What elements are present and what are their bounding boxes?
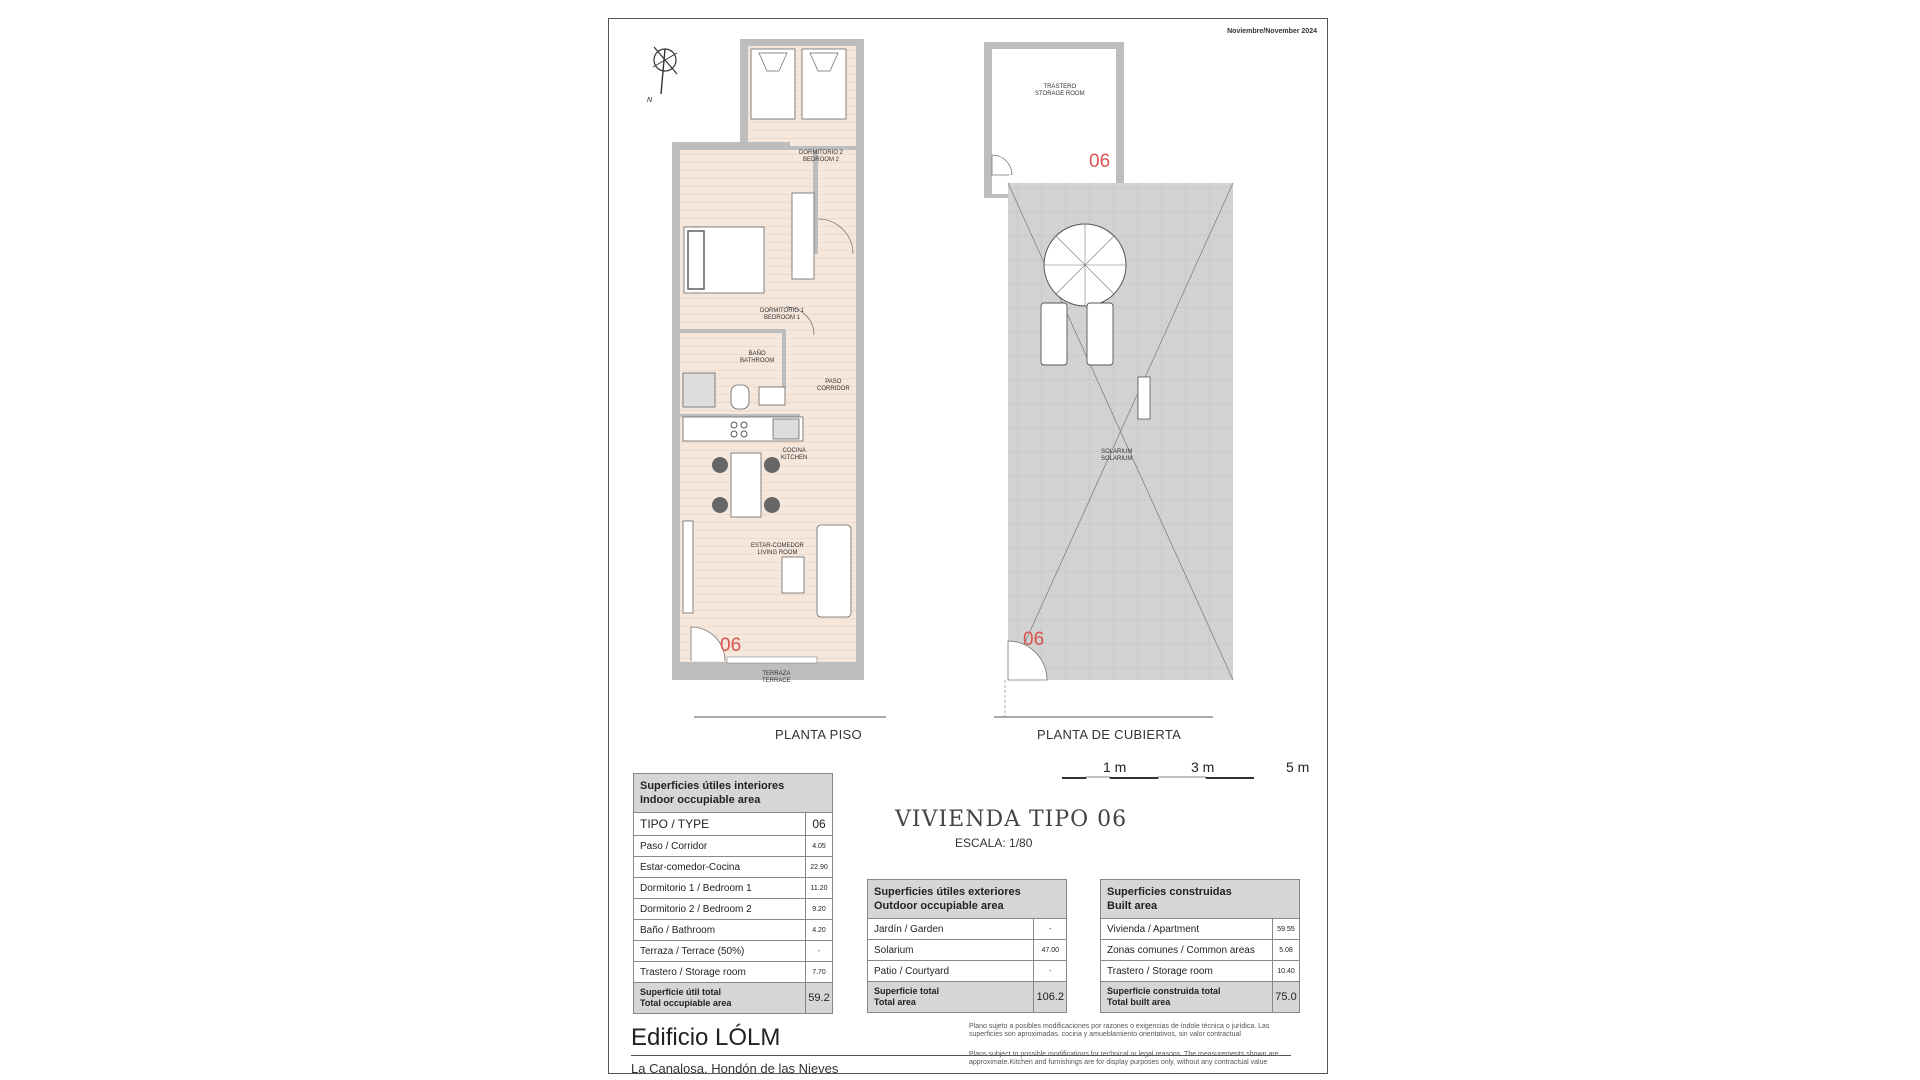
indoor-area-table	[633, 773, 833, 1014]
table-row: Patio / Courtyard -	[868, 961, 1067, 982]
built-area-table	[1100, 879, 1300, 1013]
table-row: Paso / Corridor 4.05	[634, 836, 833, 857]
north-arrow-icon	[653, 47, 677, 94]
indoor-table-heading: Superficies útiles interiores Indoor occupiable area	[634, 774, 833, 813]
table-row: Jardín / Garden -	[868, 919, 1067, 940]
outdoor-area-table	[867, 879, 1067, 1013]
table-row: Terraza / Terrace (50%) -	[634, 941, 833, 962]
scale-bar	[1062, 777, 1254, 779]
unit-title: VIVIENDA TIPO 06	[895, 807, 1128, 832]
floor-plan	[672, 39, 886, 717]
compass-label: N	[647, 97, 653, 104]
plan-label-floor: PLANTA PISO	[775, 727, 862, 742]
sheet-date: Noviembre/November 2024	[1227, 28, 1317, 35]
outdoor-total-value: 106.2	[1034, 982, 1067, 1013]
room-label-bedroom-2: DORMITORIO 2 BEDROOM 2	[799, 150, 843, 163]
room-label-bedroom-1: DORMITORIO 1 BEDROOM 1	[760, 308, 804, 321]
room-label-bathroom: BAÑO BATHROOM	[740, 351, 775, 364]
table-row: Estar-comedor-Cocina 22.90	[634, 857, 833, 878]
type-label: TIPO / TYPE	[634, 813, 806, 836]
disclaimer-es: Plano sujeto a posibles modificaciones por razones o exigencias de índole técnica o jurídica. Las superficies son aproximadas. cocina y amueblamiento orientativos, sin valor contractual	[969, 1023, 1270, 1038]
table-row: Zonas comunes / Common areas 5.08	[1101, 940, 1300, 961]
unit-tag-solarium: 06	[1023, 629, 1045, 650]
indoor-total-value: 59.2	[806, 983, 833, 1014]
built-total-label: Superficie construida total Total built area	[1101, 982, 1273, 1013]
built-total-value: 75.0	[1273, 982, 1300, 1013]
disclaimer-en: Plans subject to possible modifications for technical or legal reasons. The measurements shown are approximate.Kitchen and furnishings are for display purposes only, without any contractual value	[969, 1051, 1279, 1066]
unit-scale: ESCALA: 1/80	[955, 836, 1033, 850]
plan-label-roof: PLANTA DE CUBIERTA	[1037, 727, 1182, 742]
type-value: 06	[806, 813, 833, 836]
plans-drawing	[609, 19, 1327, 779]
table-row: Baño / Bathroom 4.20	[634, 920, 833, 941]
room-label-storage: TRASTERO STORAGE ROOM	[1035, 84, 1085, 97]
scale-label-3m: 3 m	[1191, 759, 1215, 775]
table-row: Trastero / Storage room 10.40	[1101, 961, 1300, 982]
table-row: Dormitorio 2 / Bedroom 2 9.20	[634, 899, 833, 920]
room-label-solarium: SOLARIUM SOLARIUM	[1101, 449, 1133, 462]
table-row: Dormitorio 1 / Bedroom 1 11.20	[634, 878, 833, 899]
built-table-heading: Superficies construidas Built area	[1101, 880, 1300, 919]
unit-tag-storage: 06	[1089, 151, 1111, 172]
floor-plan-sheet	[608, 18, 1328, 1074]
building-name: Edificio LÓLM	[631, 1024, 781, 1051]
outdoor-total-label: Superficie total Total area	[868, 982, 1034, 1013]
room-label-kitchen: COCINA KITCHEN	[781, 448, 808, 461]
indoor-total-label: Superficie útil total Total occupiable area	[634, 983, 806, 1014]
table-row: Trastero / Storage room 7.70	[634, 962, 833, 983]
room-label-corridor: PASO CORRIDOR	[817, 379, 850, 392]
table-row: Vivienda / Apartment 59.55	[1101, 919, 1300, 940]
room-label-living-room: ESTAR-COMEDOR LIVING ROOM	[751, 543, 804, 556]
table-row: Solarium 47.00	[868, 940, 1067, 961]
scale-label-5m: 5 m	[1286, 759, 1310, 775]
outdoor-table-heading: Superficies útiles exteriores Outdoor occupiable area	[868, 880, 1067, 919]
unit-tag-floor: 06	[720, 635, 742, 656]
scale-label-1m: 1 m	[1103, 759, 1127, 775]
building-location: La Canalosa. Hondón de las Nieves	[631, 1061, 839, 1076]
room-label-terrace: TERRAZA TERRACE	[762, 671, 791, 684]
roof-plan	[984, 42, 1233, 717]
